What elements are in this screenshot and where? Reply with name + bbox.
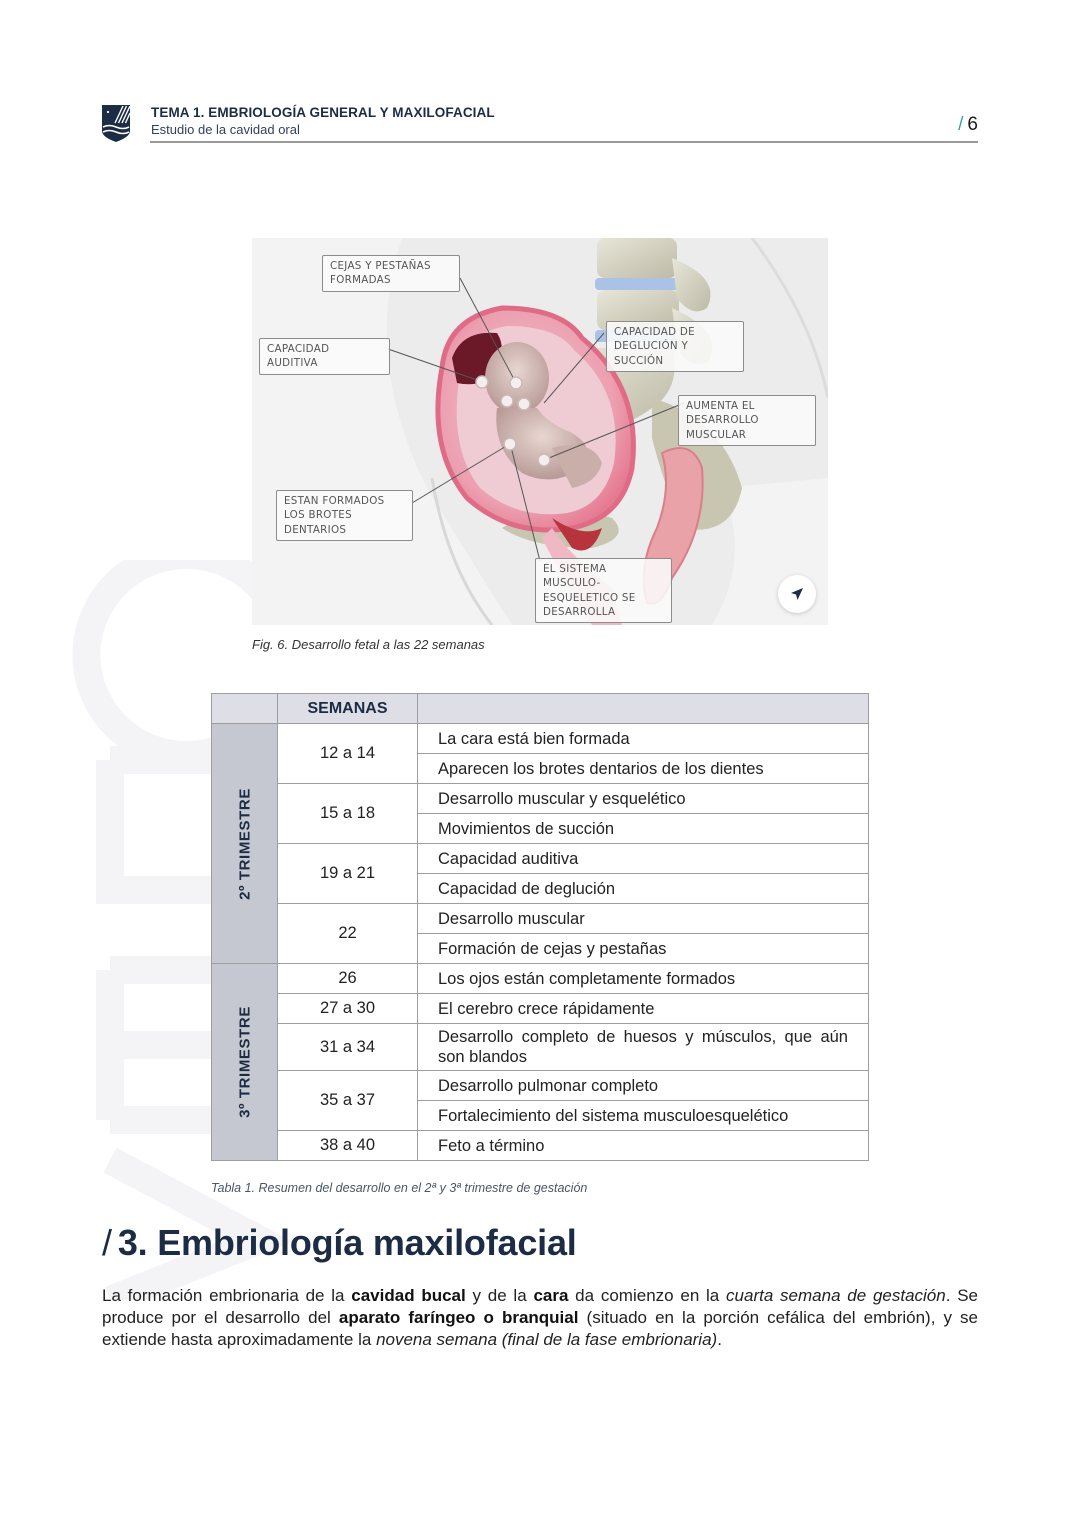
trimester-label: 3º TRIMESTRE [236,1006,253,1118]
page-number [958,114,978,136]
page-slash: / [958,114,964,135]
weeks-cell: 22 [278,904,418,964]
callout-deglucion-succion: CAPACIDAD DE DEGLUCIÓN Y SUCCIÓN [606,321,744,372]
section-paragraph [102,1285,978,1351]
section-heading [102,1222,577,1264]
weeks-cell: 15 a 18 [278,784,418,844]
header-corner-cell [212,694,278,724]
navigation-button[interactable] [778,575,816,613]
paragraph-run: cara [533,1286,569,1305]
paragraph-run: da comienzo en la [568,1286,727,1305]
development-table [211,693,869,1161]
weeks-cell: 26 [278,964,418,994]
callout-capacidad-auditiva: CAPACIDAD AUDITIVA [259,338,390,375]
weeks-cell: 38 a 40 [278,1131,418,1161]
trimester-cell-3 [212,964,278,1161]
paragraph-run: . Se produce por el desarrollo del [102,1286,979,1327]
table-row [212,1131,869,1161]
paragraph-run: (situado en la porción cefálica del embrión), y se extiende hasta aproximadamente la [102,1308,979,1349]
page-number-value: 6 [967,114,978,135]
callout-cejas-pestanas: CEJAS Y PESTAÑAS FORMADAS [322,255,460,292]
page-header [101,103,978,143]
table-row [212,724,869,754]
callout-sistema-musculoesqueletico: EL SISTEMA MUSCULO- ESQUELETICO SE DESARROLLA [535,558,672,623]
table-row [212,964,869,994]
medac-shield-logo-icon [101,103,131,143]
weeks-cell: 27 a 30 [278,994,418,1024]
description-cell: Movimientos de succión [418,814,869,844]
weeks-cell: 19 a 21 [278,844,418,904]
description-cell: Feto a término [418,1131,869,1161]
table-row [212,994,869,1024]
description-cell: El cerebro crece rápidamente [418,994,869,1024]
paragraph-run: La formación embrionaria de la [102,1286,352,1305]
description-cell: Capacidad de deglución [418,874,869,904]
table-row [212,1071,869,1101]
table-row [212,904,869,934]
description-cell: Aparecen los brotes dentarios de los dientes [418,754,869,784]
description-cell: La cara está bien formada [418,724,869,754]
table-caption: Tabla 1. Resumen del desarrollo en el 2ª y 3ª trimestre de gestación [211,1181,588,1195]
description-cell: Desarrollo pulmonar completo [418,1071,869,1101]
paragraph-run: y de la [465,1286,534,1305]
trimester-cell-2 [212,724,278,964]
table-header-row [212,694,869,724]
header-divider [150,141,978,143]
description-cell: Fortalecimiento del sistema musculoesquelético [418,1101,869,1131]
chapter-title: TEMA 1. EMBRIOLOGÍA GENERAL Y MAXILOFACIAL [151,105,495,120]
description-cell: Desarrollo completo de huesos y músculos, que aún son blandos [418,1024,869,1071]
description-cell: Desarrollo muscular y esquelético [418,784,869,814]
weeks-cell: 31 a 34 [278,1024,418,1071]
fetal-development-figure [252,238,828,625]
description-cell: Capacidad auditiva [418,844,869,874]
table-row [212,784,869,814]
section-slash: / [102,1222,112,1263]
figure-caption: Fig. 6. Desarrollo fetal a las 22 semanas [252,637,485,652]
description-cell: Los ojos están completamente formados [418,964,869,994]
paragraph-run: novena semana (final de la fase embrionaria) [376,1330,718,1349]
header-weeks: SEMANAS [278,694,418,724]
description-cell: Desarrollo muscular [418,904,869,934]
navigation-arrow-icon [790,587,804,601]
paragraph-run: . [717,1330,722,1349]
weeks-cell: 35 a 37 [278,1071,418,1131]
paragraph-run: cavidad bucal [351,1286,466,1305]
chapter-subtitle: Estudio de la cavidad oral [151,122,300,137]
callout-desarrollo-muscular: AUMENTA EL DESARROLLO MUSCULAR [678,395,816,446]
paragraph-run: cuarta semana de gestación [726,1286,946,1305]
section-title-text: 3. Embriología maxilofacial [117,1222,577,1263]
table-row [212,844,869,874]
header-description [418,694,869,724]
description-cell: Formación de cejas y pestañas [418,934,869,964]
weeks-cell: 12 a 14 [278,724,418,784]
callout-brotes-dentarios: ESTAN FORMADOS LOS BROTES DENTARIOS [276,490,413,541]
trimester-label: 2º TRIMESTRE [236,787,253,900]
paragraph-run: aparato faríngeo o branquial [338,1308,579,1327]
table-row [212,1024,869,1071]
